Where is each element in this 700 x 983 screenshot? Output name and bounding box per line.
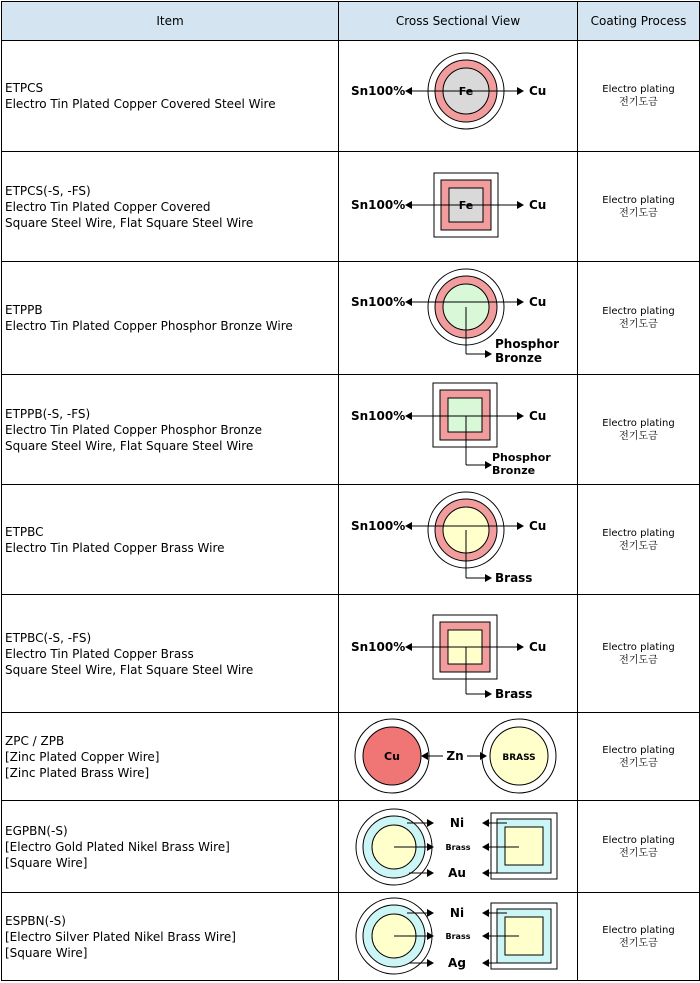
item-desc: Square Steel Wire, Flat Square Steel Wire — [5, 438, 254, 453]
coating-ko: 전기도금 — [619, 540, 658, 552]
item-code: ESPBN(-S) — [5, 913, 66, 928]
zn-label: Zn — [446, 749, 464, 763]
coating-ko: 전기도금 — [619, 207, 658, 219]
item-cell — [2, 595, 339, 713]
coating-ko: 전기도금 — [619, 937, 658, 949]
cu-label: Cu — [529, 519, 547, 533]
cu-label: Cu — [529, 409, 547, 423]
item-desc: [Zinc Plated Copper Wire] — [5, 749, 160, 764]
brass-core-label: BRASS — [502, 753, 536, 763]
item-code: ETPCS(-S, -FS) — [5, 183, 91, 198]
coating-cell — [578, 713, 700, 801]
header-row — [2, 2, 700, 41]
brass-label: Brass — [445, 932, 471, 941]
item-code: ETPCS — [5, 81, 44, 95]
coating-en: Electro plating — [602, 641, 675, 653]
item-code: ETPBC — [5, 524, 44, 539]
item-code: EGPBN(-S) — [5, 823, 68, 838]
item-desc: Square Steel Wire, Flat Square Steel Wire — [5, 215, 254, 230]
sn-label: Sn100% — [351, 295, 406, 309]
coating-cell — [578, 893, 700, 981]
ni-label: Ni — [449, 816, 465, 830]
item-cell — [2, 801, 339, 893]
ni-label: Ni — [449, 906, 465, 920]
table-row — [2, 152, 700, 262]
table-row — [2, 375, 700, 485]
coating-en: Electro plating — [602, 527, 675, 539]
au-label: Au — [448, 866, 466, 880]
table-row — [2, 893, 700, 981]
item-desc: Electro Tin Plated Copper Covered — [5, 199, 211, 214]
item-desc: [Electro Gold Plated Nikel Brass Wire] — [5, 839, 230, 854]
table-row — [2, 595, 700, 713]
item-desc: Square Steel Wire, Flat Square Steel Wire — [5, 662, 254, 677]
cross-section-cell — [339, 152, 578, 262]
item-cell — [2, 375, 339, 485]
table-row — [2, 485, 700, 595]
item-desc: [Zinc Plated Brass Wire] — [5, 765, 150, 780]
item-code: ZPC / ZPB — [5, 733, 65, 748]
core-label: Fe — [458, 199, 474, 212]
item-cell — [2, 713, 339, 801]
item-code: ETPPB(-S, -FS) — [5, 406, 91, 421]
cross-section-cell — [339, 375, 578, 485]
table-row — [2, 41, 700, 152]
item-cell — [2, 893, 339, 981]
bronze-label: Bronze — [492, 464, 536, 477]
sn-label: Sn100% — [351, 409, 406, 423]
coating-en: Electro plating — [602, 924, 675, 936]
item-cell — [2, 41, 339, 152]
coating-en: Electro plating — [602, 744, 675, 756]
cross-section-diagram — [339, 152, 578, 261]
item-code: ETPBC(-S, -FS) — [5, 630, 92, 645]
cross-section-diagram — [339, 893, 578, 980]
coating-en: Electro plating — [602, 417, 675, 429]
item-desc: Electro Tin Plated Copper Brass — [5, 646, 194, 661]
cross-section-cell — [339, 801, 578, 893]
ag-label: Ag — [448, 956, 466, 970]
item-desc: [Square Wire] — [5, 855, 88, 870]
bronze-label: Bronze — [495, 351, 542, 365]
table-row — [2, 262, 700, 375]
coating-cell — [578, 152, 700, 262]
coating-cell — [578, 262, 700, 375]
coating-ko: 전기도금 — [619, 97, 658, 108]
item-desc: Electro Tin Plated Copper Brass Wire — [5, 540, 225, 555]
coating-en: Electro plating — [602, 194, 675, 206]
cross-section-cell — [339, 41, 578, 152]
cross-section-cell — [339, 262, 578, 375]
cross-section-diagram — [339, 801, 578, 892]
brass-label: Brass — [495, 571, 533, 585]
header-item: Item — [2, 2, 339, 41]
coating-cell — [578, 485, 700, 595]
header-coating: Coating Process — [578, 2, 700, 41]
table-row — [2, 713, 700, 801]
coating-ko: 전기도금 — [619, 430, 658, 442]
item-cell — [2, 262, 339, 375]
cross-section-diagram — [339, 485, 578, 594]
sn-label: Sn100% — [351, 84, 406, 98]
cross-section-cell — [339, 595, 578, 713]
item-desc: Electro Tin Plated Copper Phosphor Bronze Wire — [5, 319, 293, 333]
item-desc: Electro Tin Plated Copper Covered Steel Wire — [5, 97, 276, 111]
coating-ko: 전기도금 — [619, 654, 658, 666]
core-label: Fe — [458, 85, 474, 98]
cross-section-cell — [339, 485, 578, 595]
brass-label: Brass — [445, 843, 471, 852]
coating-cell — [578, 41, 700, 152]
cu-label: Cu — [529, 640, 547, 654]
coating-ko: 전기도금 — [619, 757, 658, 769]
brass-label: Brass — [495, 687, 533, 701]
item-cell — [2, 152, 339, 262]
cross-section-diagram — [339, 262, 578, 374]
cross-section-diagram — [339, 375, 578, 484]
coating-cell — [578, 801, 700, 893]
item-desc: Electro Tin Plated Copper Phosphor Bronze — [5, 422, 262, 437]
coating-ko: 전기도금 — [619, 847, 658, 859]
cu-label: Cu — [529, 295, 547, 309]
item-cell — [2, 485, 339, 595]
cu-label: Cu — [529, 84, 547, 98]
cross-section-diagram — [339, 713, 578, 800]
cross-section-diagram — [339, 41, 578, 151]
item-desc: [Square Wire] — [5, 945, 88, 960]
phosphor-label: Phosphor — [495, 337, 560, 351]
item-code: ETPPB — [5, 303, 43, 317]
sn-label: Sn100% — [351, 198, 406, 212]
cross-section-cell — [339, 713, 578, 801]
cu-core-label: Cu — [384, 750, 400, 763]
coating-cell — [578, 375, 700, 485]
coating-en: Electro plating — [602, 306, 675, 317]
item-desc: [Electro Silver Plated Nikel Brass Wire] — [5, 929, 236, 944]
cross-section-diagram — [339, 595, 578, 712]
cu-label: Cu — [529, 198, 547, 212]
coating-ko: 전기도금 — [619, 319, 658, 330]
sn-label: Sn100% — [351, 640, 406, 654]
spec-table — [1, 1, 700, 981]
phosphor-label: Phosphor — [492, 451, 551, 464]
coating-cell — [578, 595, 700, 713]
sn-label: Sn100% — [351, 519, 406, 533]
cross-section-cell — [339, 893, 578, 981]
coating-en: Electro plating — [602, 834, 675, 846]
header-view: Cross Sectional View — [339, 2, 578, 41]
coating-en: Electro plating — [602, 84, 675, 95]
table-row — [2, 801, 700, 893]
